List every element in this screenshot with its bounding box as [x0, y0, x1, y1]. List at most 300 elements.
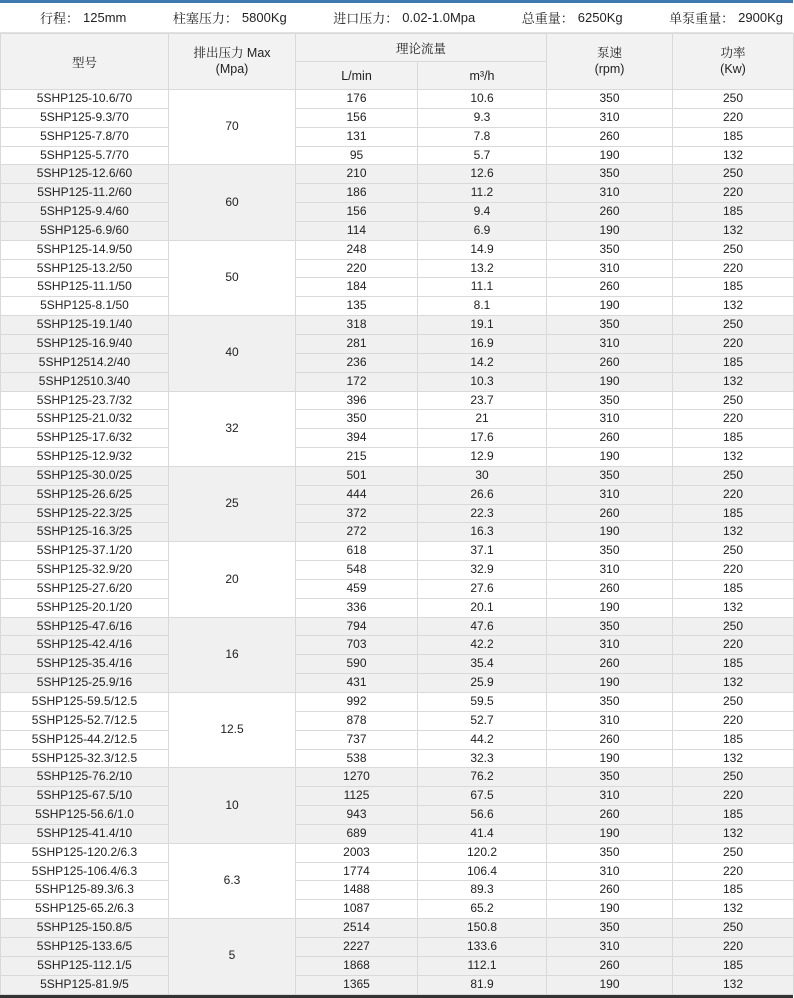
col-header-flow-m3h: m³/h	[418, 62, 547, 90]
speed-cell: 190	[547, 297, 673, 316]
speed-cell: 260	[547, 730, 673, 749]
flow-m3h-cell: 23.7	[418, 391, 547, 410]
table-row	[1, 824, 794, 843]
flow-m3h-cell: 22.3	[418, 504, 547, 523]
table-row	[1, 259, 794, 278]
power-cell: 250	[673, 768, 794, 787]
power-cell: 220	[673, 108, 794, 127]
speed-cell: 350	[547, 843, 673, 862]
model-cell: 5SHP125-10.6/70	[1, 90, 169, 109]
speed-cell: 350	[547, 768, 673, 787]
table-row	[1, 806, 794, 825]
flow-m3h-cell: 9.3	[418, 108, 547, 127]
flow-m3h-cell: 47.6	[418, 617, 547, 636]
model-cell: 5SHP125-17.6/32	[1, 429, 169, 448]
flow-m3h-cell: 19.1	[418, 316, 547, 335]
power-cell: 220	[673, 334, 794, 353]
table-row	[1, 711, 794, 730]
speed-cell: 310	[547, 108, 673, 127]
flow-m3h-cell: 32.3	[418, 749, 547, 768]
flow-lmin-cell: 186	[296, 184, 418, 203]
pressure-group-cell: 16	[169, 617, 296, 692]
model-cell: 5SHP125-42.4/16	[1, 636, 169, 655]
col-header-power	[673, 34, 794, 90]
col-header-power-line2: (Kw)	[720, 61, 746, 76]
model-cell: 5SHP125-19.1/40	[1, 316, 169, 335]
power-cell: 220	[673, 787, 794, 806]
table-row	[1, 448, 794, 467]
col-header-flow: 理论流量	[296, 34, 547, 62]
col-header-speed-line1: 泵速	[597, 45, 623, 60]
single-pump-weight-info	[669, 8, 783, 27]
flow-lmin-cell: 396	[296, 391, 418, 410]
inlet-pressure-info	[333, 8, 475, 27]
power-cell: 185	[673, 806, 794, 825]
flow-lmin-cell: 1087	[296, 900, 418, 919]
power-cell: 220	[673, 862, 794, 881]
flow-m3h-cell: 89.3	[418, 881, 547, 900]
power-cell: 250	[673, 391, 794, 410]
table-row	[1, 843, 794, 862]
flow-lmin-cell: 943	[296, 806, 418, 825]
model-cell: 5SHP125-59.5/12.5	[1, 693, 169, 712]
model-cell: 5SHP125-67.5/10	[1, 787, 169, 806]
flow-lmin-cell: 95	[296, 146, 418, 165]
power-cell: 250	[673, 693, 794, 712]
flow-m3h-cell: 16.3	[418, 523, 547, 542]
pressure-group-cell: 70	[169, 90, 296, 165]
flow-lmin-cell: 618	[296, 542, 418, 561]
power-cell: 132	[673, 598, 794, 617]
model-cell: 5SHP125-65.2/6.3	[1, 900, 169, 919]
flow-m3h-cell: 26.6	[418, 485, 547, 504]
speed-cell: 260	[547, 881, 673, 900]
flow-lmin-cell: 1125	[296, 787, 418, 806]
pressure-group-cell: 6.3	[169, 843, 296, 918]
flow-lmin-cell: 318	[296, 316, 418, 335]
col-header-speed	[547, 34, 673, 90]
speed-cell: 310	[547, 184, 673, 203]
flow-m3h-cell: 37.1	[418, 542, 547, 561]
power-cell: 132	[673, 372, 794, 391]
table-row	[1, 523, 794, 542]
power-cell: 250	[673, 165, 794, 184]
pressure-group-cell: 12.5	[169, 693, 296, 768]
stroke-value: 125mm	[83, 10, 127, 25]
power-cell: 185	[673, 956, 794, 975]
col-header-flow-lmin: L/min	[296, 62, 418, 90]
speed-cell: 190	[547, 749, 673, 768]
model-cell: 5SHP125-41.4/10	[1, 824, 169, 843]
model-cell: 5SHP125-32.3/12.5	[1, 749, 169, 768]
flow-m3h-cell: 120.2	[418, 843, 547, 862]
table-row	[1, 334, 794, 353]
table-row	[1, 108, 794, 127]
flow-lmin-cell: 992	[296, 693, 418, 712]
model-cell: 5SHP125-16.3/25	[1, 523, 169, 542]
speed-cell: 260	[547, 353, 673, 372]
power-cell: 185	[673, 127, 794, 146]
flow-lmin-cell: 350	[296, 410, 418, 429]
table-row	[1, 391, 794, 410]
speed-cell: 260	[547, 579, 673, 598]
flow-lmin-cell: 184	[296, 278, 418, 297]
flow-lmin-cell: 215	[296, 448, 418, 467]
model-cell: 5SHP125-7.8/70	[1, 127, 169, 146]
table-row	[1, 485, 794, 504]
model-cell: 5SHP125-44.2/12.5	[1, 730, 169, 749]
model-cell: 5SHP125-5.7/70	[1, 146, 169, 165]
pump-spec-table	[0, 33, 794, 995]
model-cell: 5SHP125-12.6/60	[1, 165, 169, 184]
flow-lmin-cell: 220	[296, 259, 418, 278]
flow-lmin-cell: 281	[296, 334, 418, 353]
flow-m3h-cell: 35.4	[418, 655, 547, 674]
power-cell: 132	[673, 749, 794, 768]
speed-cell: 310	[547, 711, 673, 730]
model-cell: 5SHP125-14.9/50	[1, 240, 169, 259]
flow-lmin-cell: 1774	[296, 862, 418, 881]
flow-m3h-cell: 10.6	[418, 90, 547, 109]
model-cell: 5SHP125-13.2/50	[1, 259, 169, 278]
flow-m3h-cell: 20.1	[418, 598, 547, 617]
flow-m3h-cell: 25.9	[418, 674, 547, 693]
flow-m3h-cell: 32.9	[418, 561, 547, 580]
power-cell: 185	[673, 504, 794, 523]
model-cell: 5SHP125-11.1/50	[1, 278, 169, 297]
model-cell: 5SHP125-32.9/20	[1, 561, 169, 580]
pressure-group-cell: 60	[169, 165, 296, 240]
speed-cell: 190	[547, 598, 673, 617]
flow-m3h-cell: 9.4	[418, 203, 547, 222]
table-row	[1, 617, 794, 636]
col-header-power-line1: 功率	[720, 45, 746, 60]
pressure-group-cell: 5	[169, 919, 296, 994]
speed-cell: 260	[547, 504, 673, 523]
stroke-label: 行程：	[40, 11, 80, 26]
col-header-pressure-line2: (Mpa)	[215, 61, 249, 76]
speed-cell: 350	[547, 466, 673, 485]
speed-cell: 190	[547, 372, 673, 391]
speed-cell: 190	[547, 674, 673, 693]
table-row	[1, 900, 794, 919]
flow-m3h-cell: 13.2	[418, 259, 547, 278]
flow-m3h-cell: 11.2	[418, 184, 547, 203]
pressure-group-cell: 10	[169, 768, 296, 843]
speed-cell: 190	[547, 900, 673, 919]
flow-lmin-cell: 538	[296, 749, 418, 768]
power-cell: 220	[673, 259, 794, 278]
model-cell: 5SHP125-21.0/32	[1, 410, 169, 429]
table-row	[1, 146, 794, 165]
model-cell: 5SHP125-35.4/16	[1, 655, 169, 674]
table-row	[1, 90, 794, 109]
flow-lmin-cell: 114	[296, 221, 418, 240]
power-cell: 220	[673, 636, 794, 655]
flow-m3h-cell: 44.2	[418, 730, 547, 749]
flow-m3h-cell: 21	[418, 410, 547, 429]
flow-lmin-cell: 1365	[296, 975, 418, 994]
stroke-info	[40, 8, 126, 27]
flow-m3h-cell: 133.6	[418, 937, 547, 956]
total-weight-label: 总重量：	[521, 11, 574, 26]
table-row	[1, 429, 794, 448]
power-cell: 220	[673, 485, 794, 504]
model-cell: 5SHP125-20.1/20	[1, 598, 169, 617]
power-cell: 185	[673, 881, 794, 900]
speed-cell: 350	[547, 165, 673, 184]
flow-lmin-cell: 703	[296, 636, 418, 655]
table-row	[1, 165, 794, 184]
speed-cell: 350	[547, 316, 673, 335]
flow-m3h-cell: 14.2	[418, 353, 547, 372]
power-cell: 250	[673, 617, 794, 636]
model-cell: 5SHP125-56.6/1.0	[1, 806, 169, 825]
table-row	[1, 919, 794, 938]
table-row	[1, 598, 794, 617]
table-row	[1, 203, 794, 222]
power-cell: 185	[673, 203, 794, 222]
flow-lmin-cell: 2514	[296, 919, 418, 938]
power-cell: 132	[673, 221, 794, 240]
table-row	[1, 787, 794, 806]
flow-m3h-cell: 52.7	[418, 711, 547, 730]
flow-m3h-cell: 56.6	[418, 806, 547, 825]
flow-m3h-cell: 12.6	[418, 165, 547, 184]
model-cell: 5SHP125-27.6/20	[1, 579, 169, 598]
table-row	[1, 730, 794, 749]
flow-lmin-cell: 2227	[296, 937, 418, 956]
flow-m3h-cell: 8.1	[418, 297, 547, 316]
table-row	[1, 956, 794, 975]
table-row	[1, 862, 794, 881]
flow-m3h-cell: 112.1	[418, 956, 547, 975]
speed-cell: 260	[547, 203, 673, 222]
table-row	[1, 749, 794, 768]
table-row	[1, 937, 794, 956]
power-cell: 220	[673, 711, 794, 730]
flow-lmin-cell: 156	[296, 108, 418, 127]
table-row	[1, 561, 794, 580]
model-cell: 5SHP12514.2/40	[1, 353, 169, 372]
power-cell: 220	[673, 410, 794, 429]
table-row	[1, 297, 794, 316]
flow-lmin-cell: 135	[296, 297, 418, 316]
model-cell: 5SHP125-30.0/25	[1, 466, 169, 485]
speed-cell: 260	[547, 655, 673, 674]
table-row	[1, 410, 794, 429]
power-cell: 185	[673, 579, 794, 598]
flow-m3h-cell: 30	[418, 466, 547, 485]
col-header-model: 型号	[1, 34, 169, 90]
flow-lmin-cell: 794	[296, 617, 418, 636]
flow-lmin-cell: 156	[296, 203, 418, 222]
col-header-pressure-line1: 排出压力 Max	[193, 45, 271, 60]
flow-m3h-cell: 12.9	[418, 448, 547, 467]
speed-cell: 260	[547, 429, 673, 448]
model-cell: 5SHP125-76.2/10	[1, 768, 169, 787]
flow-lmin-cell: 336	[296, 598, 418, 617]
speed-cell: 310	[547, 334, 673, 353]
speed-cell: 310	[547, 636, 673, 655]
flow-m3h-cell: 14.9	[418, 240, 547, 259]
speed-cell: 350	[547, 391, 673, 410]
speed-cell: 260	[547, 127, 673, 146]
speed-cell: 260	[547, 956, 673, 975]
flow-lmin-cell: 548	[296, 561, 418, 580]
speed-cell: 350	[547, 919, 673, 938]
single-pump-weight-value: 2900Kg	[738, 10, 783, 25]
power-cell: 250	[673, 919, 794, 938]
flow-m3h-cell: 5.7	[418, 146, 547, 165]
speed-cell: 190	[547, 523, 673, 542]
power-cell: 185	[673, 429, 794, 448]
flow-lmin-cell: 1488	[296, 881, 418, 900]
table-row	[1, 372, 794, 391]
plunger-pressure-label: 柱塞压力：	[172, 11, 238, 26]
flow-m3h-cell: 65.2	[418, 900, 547, 919]
flow-m3h-cell: 10.3	[418, 372, 547, 391]
model-cell: 5SHP125-8.1/50	[1, 297, 169, 316]
pressure-group-cell: 40	[169, 316, 296, 391]
spec-table-header	[1, 34, 794, 90]
flow-m3h-cell: 11.1	[418, 278, 547, 297]
table-row	[1, 579, 794, 598]
flow-m3h-cell: 67.5	[418, 787, 547, 806]
speed-cell: 310	[547, 410, 673, 429]
table-row	[1, 655, 794, 674]
flow-lmin-cell: 878	[296, 711, 418, 730]
total-weight-info	[522, 8, 623, 27]
model-cell: 5SHP125-26.6/25	[1, 485, 169, 504]
model-cell: 5SHP125-106.4/6.3	[1, 862, 169, 881]
table-row	[1, 768, 794, 787]
table-row	[1, 353, 794, 372]
flow-lmin-cell: 210	[296, 165, 418, 184]
pressure-group-cell: 50	[169, 240, 296, 315]
flow-lmin-cell: 501	[296, 466, 418, 485]
flow-m3h-cell: 41.4	[418, 824, 547, 843]
flow-lmin-cell: 1868	[296, 956, 418, 975]
power-cell: 185	[673, 353, 794, 372]
speed-cell: 350	[547, 542, 673, 561]
col-header-pressure	[169, 34, 296, 90]
inlet-pressure-label: 进口压力：	[333, 11, 399, 26]
speed-cell: 190	[547, 975, 673, 994]
speed-cell: 350	[547, 693, 673, 712]
table-row	[1, 127, 794, 146]
model-cell: 5SHP125-133.6/5	[1, 937, 169, 956]
table-row	[1, 542, 794, 561]
model-cell: 5SHP125-16.9/40	[1, 334, 169, 353]
flow-m3h-cell: 150.8	[418, 919, 547, 938]
flow-lmin-cell: 176	[296, 90, 418, 109]
flow-m3h-cell: 81.9	[418, 975, 547, 994]
model-cell: 5SHP125-81.9/5	[1, 975, 169, 994]
table-row	[1, 278, 794, 297]
model-cell: 5SHP125-9.3/70	[1, 108, 169, 127]
flow-lmin-cell: 590	[296, 655, 418, 674]
col-header-speed-line2: (rpm)	[594, 61, 625, 76]
pressure-group-cell: 25	[169, 466, 296, 541]
power-cell: 250	[673, 316, 794, 335]
flow-lmin-cell: 2003	[296, 843, 418, 862]
table-row	[1, 240, 794, 259]
spec-table-body	[1, 90, 794, 995]
table-row	[1, 184, 794, 203]
flow-lmin-cell: 444	[296, 485, 418, 504]
flow-m3h-cell: 17.6	[418, 429, 547, 448]
table-row	[1, 504, 794, 523]
bottom-rule	[0, 995, 793, 998]
speed-cell: 190	[547, 146, 673, 165]
power-cell: 132	[673, 900, 794, 919]
model-cell: 5SHP125-25.9/16	[1, 674, 169, 693]
model-cell: 5SHP125-150.8/5	[1, 919, 169, 938]
flow-m3h-cell: 6.9	[418, 221, 547, 240]
flow-m3h-cell: 42.2	[418, 636, 547, 655]
flow-lmin-cell: 248	[296, 240, 418, 259]
power-cell: 132	[673, 146, 794, 165]
speed-cell: 350	[547, 617, 673, 636]
power-cell: 220	[673, 561, 794, 580]
summary-info-bar	[0, 0, 793, 33]
model-cell: 5SHP125-11.2/60	[1, 184, 169, 203]
flow-lmin-cell: 131	[296, 127, 418, 146]
speed-cell: 350	[547, 240, 673, 259]
speed-cell: 190	[547, 221, 673, 240]
power-cell: 132	[673, 975, 794, 994]
flow-lmin-cell: 236	[296, 353, 418, 372]
table-row	[1, 466, 794, 485]
power-cell: 250	[673, 542, 794, 561]
table-row	[1, 881, 794, 900]
model-cell: 5SHP125-37.1/20	[1, 542, 169, 561]
power-cell: 250	[673, 466, 794, 485]
table-row	[1, 674, 794, 693]
model-cell: 5SHP125-6.9/60	[1, 221, 169, 240]
flow-m3h-cell: 76.2	[418, 768, 547, 787]
flow-lmin-cell: 431	[296, 674, 418, 693]
power-cell: 132	[673, 448, 794, 467]
pressure-group-cell: 20	[169, 542, 296, 617]
power-cell: 132	[673, 824, 794, 843]
power-cell: 250	[673, 843, 794, 862]
speed-cell: 310	[547, 485, 673, 504]
speed-cell: 260	[547, 278, 673, 297]
table-row	[1, 693, 794, 712]
flow-lmin-cell: 689	[296, 824, 418, 843]
speed-cell: 260	[547, 806, 673, 825]
inlet-pressure-value: 0.02-1.0Mpa	[402, 10, 476, 25]
model-cell: 5SHP125-52.7/12.5	[1, 711, 169, 730]
power-cell: 185	[673, 655, 794, 674]
speed-cell: 190	[547, 824, 673, 843]
model-cell: 5SHP125-22.3/25	[1, 504, 169, 523]
speed-cell: 310	[547, 862, 673, 881]
power-cell: 250	[673, 90, 794, 109]
flow-m3h-cell: 7.8	[418, 127, 547, 146]
power-cell: 132	[673, 674, 794, 693]
model-cell: 5SHP125-120.2/6.3	[1, 843, 169, 862]
flow-lmin-cell: 737	[296, 730, 418, 749]
power-cell: 220	[673, 937, 794, 956]
power-cell: 132	[673, 523, 794, 542]
model-cell: 5SHP125-89.3/6.3	[1, 881, 169, 900]
table-row	[1, 975, 794, 994]
flow-m3h-cell: 27.6	[418, 579, 547, 598]
model-cell: 5SHP125-12.9/32	[1, 448, 169, 467]
